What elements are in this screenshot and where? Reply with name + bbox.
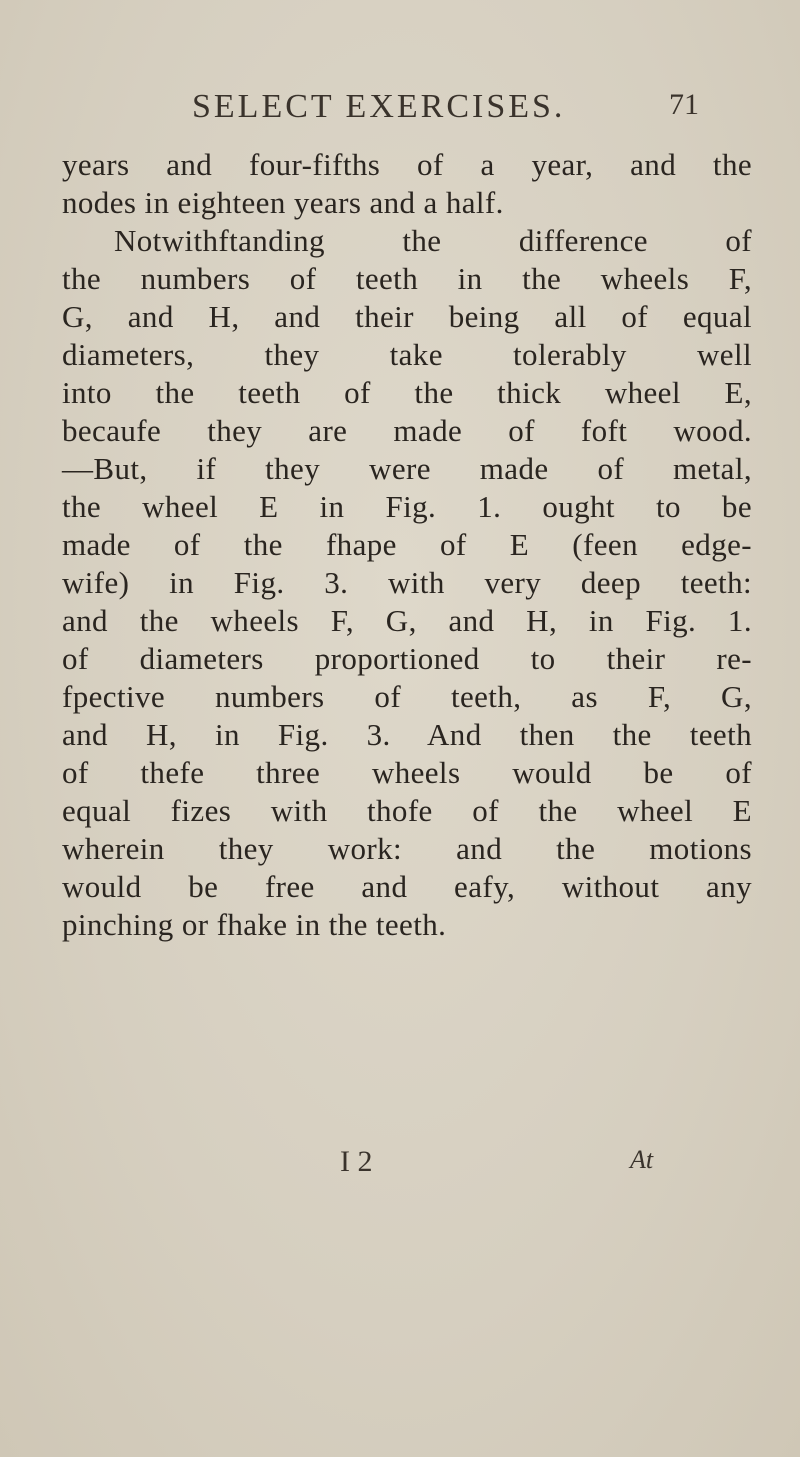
text-line: of thefe three wheels would be of [62,755,752,790]
body-text [62,146,752,944]
text-line: the numbers of teeth in the wheels F, [62,261,752,296]
page-number: 71 [669,88,699,121]
text-line: diameters, they take tolerably well [62,337,752,372]
text-line: equal fizes with thofe of the wheel E [62,793,752,828]
text-line: —But, if they were made of metal, [62,451,752,486]
text-line: of diameters proportioned to their re- [62,641,752,676]
text-line: wife) in Fig. 3. with very deep teeth: [62,565,752,600]
text-line: becaufe they are made of foft wood. [62,413,752,448]
signature-mark [0,1145,800,1195]
text-line: into the teeth of the thick wheel E, [62,375,752,410]
text-line: and the wheels F, G, and H, in Fig. 1. [62,603,752,638]
signature-left: I 2 [340,1145,373,1178]
running-head-title: SELECT EXERCISES. [192,88,566,125]
text-line: years and four-fifths of a year, and the [62,147,752,182]
text-line: and H, in Fig. 3. And then the teeth [62,717,752,752]
catchword: At [630,1145,654,1174]
text-line: fpective numbers of teeth, as F, G, [62,679,752,714]
text-line: made of the fhape of E (feen edge- [62,527,752,562]
running-head [0,88,800,138]
text-line: would be free and eafy, without any [62,869,752,904]
text-line: wherein they work: and the motions [62,831,752,866]
text-line: pinching or fhake in the teeth. [62,907,447,942]
text-line: the wheel E in Fig. 1. ought to be [62,489,752,524]
text-line: G, and H, and their being all of equal [62,299,752,334]
text-line: nodes in eighteen years and a half. [62,185,504,220]
text-line: Notwithftanding the difference of [114,223,752,258]
